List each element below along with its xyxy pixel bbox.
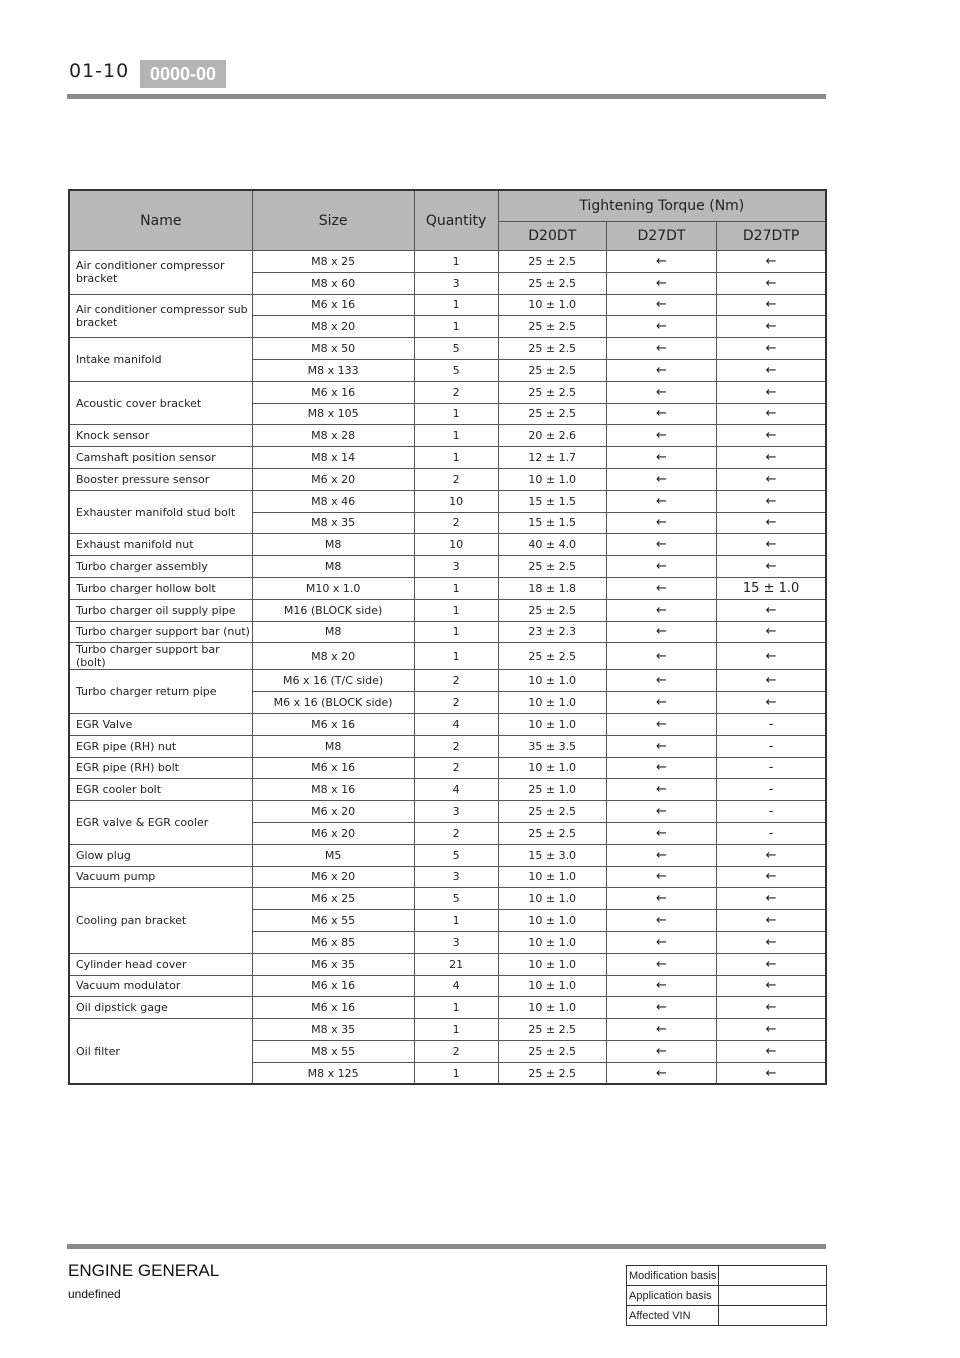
part-name-cell: EGR pipe (RH) bolt: [69, 757, 252, 779]
part-name-cell: Vacuum modulator: [69, 975, 252, 997]
table-row: [69, 294, 826, 316]
quantity-cell: 1: [414, 316, 498, 338]
quantity-cell: 3: [414, 556, 498, 578]
quantity-cell: 1: [414, 621, 498, 643]
d27dt-torque-cell: ←: [606, 643, 716, 670]
d27dtp-torque-cell: -: [717, 713, 826, 735]
d20dt-torque-cell: 40 ± 4.0: [498, 534, 606, 556]
affected-vin-row: [627, 1306, 827, 1326]
table-row: [69, 534, 826, 556]
d27dt-torque-cell: ←: [606, 403, 716, 425]
page-number: 01-10: [69, 60, 130, 82]
table-row: [69, 801, 826, 823]
d27dtp-torque-cell: ←: [717, 643, 826, 670]
footer-rule: [67, 1244, 826, 1249]
size-cell: M8: [252, 621, 414, 643]
size-cell: M6 x 16: [252, 294, 414, 316]
d20dt-torque-cell: 15 ± 3.0: [498, 844, 606, 866]
affected-vin-label: Affected VIN: [627, 1306, 719, 1326]
part-name-cell: Turbo charger assembly: [69, 556, 252, 578]
header-d20dt: D20DT: [498, 222, 606, 251]
d27dtp-torque-cell: ←: [717, 953, 826, 975]
d20dt-torque-cell: 10 ± 1.0: [498, 294, 606, 316]
part-name-cell: Cylinder head cover: [69, 953, 252, 975]
part-name-cell: Turbo charger oil supply pipe: [69, 599, 252, 621]
table-row: [69, 735, 826, 757]
part-name-cell: Exhauster manifold stud bolt: [69, 490, 252, 534]
part-name-cell: Turbo charger support bar (nut): [69, 621, 252, 643]
table-row: [69, 447, 826, 469]
d27dtp-torque-cell: ←: [717, 490, 826, 512]
table-row: [69, 556, 826, 578]
d27dtp-torque-cell: ←: [717, 556, 826, 578]
d20dt-torque-cell: 10 ± 1.0: [498, 713, 606, 735]
d20dt-torque-cell: 10 ± 1.0: [498, 670, 606, 692]
d27dtp-torque-cell: ←: [717, 534, 826, 556]
d27dtp-torque-cell: -: [717, 735, 826, 757]
d27dt-torque-cell: ←: [606, 1040, 716, 1062]
table-row: [69, 866, 826, 888]
table-row: [69, 888, 826, 910]
part-name-cell: EGR cooler bolt: [69, 779, 252, 801]
d20dt-torque-cell: 25 ± 2.5: [498, 316, 606, 338]
d27dt-torque-cell: ←: [606, 490, 716, 512]
d27dt-torque-cell: ←: [606, 910, 716, 932]
size-cell: M8: [252, 534, 414, 556]
d27dt-torque-cell: ←: [606, 953, 716, 975]
d20dt-torque-cell: 10 ± 1.0: [498, 997, 606, 1019]
d27dt-torque-cell: ←: [606, 512, 716, 534]
size-cell: M6 x 16: [252, 381, 414, 403]
modification-basis-label: Modification basis: [627, 1266, 719, 1286]
d27dtp-torque-cell: ←: [717, 447, 826, 469]
d20dt-torque-cell: 25 ± 2.5: [498, 643, 606, 670]
part-name-cell: Intake manifold: [69, 338, 252, 382]
d27dt-torque-cell: ←: [606, 294, 716, 316]
table-row: [69, 381, 826, 403]
d27dtp-torque-cell: ←: [717, 692, 826, 714]
quantity-cell: 1: [414, 447, 498, 469]
d27dt-torque-cell: ←: [606, 359, 716, 381]
d20dt-torque-cell: 25 ± 2.5: [498, 272, 606, 294]
d20dt-torque-cell: 18 ± 1.8: [498, 577, 606, 599]
table-row: [69, 975, 826, 997]
quantity-cell: 3: [414, 866, 498, 888]
part-name-cell: Cooling pan bracket: [69, 888, 252, 953]
size-cell: M6 x 16: [252, 757, 414, 779]
d20dt-torque-cell: 35 ± 3.5: [498, 735, 606, 757]
d27dt-torque-cell: ←: [606, 425, 716, 447]
footer-subtitle: undefined: [68, 1287, 121, 1301]
table-row: [69, 490, 826, 512]
d27dt-torque-cell: ←: [606, 822, 716, 844]
size-cell: M6 x 16: [252, 975, 414, 997]
d27dtp-torque-cell: ←: [717, 670, 826, 692]
size-cell: M8 x 125: [252, 1062, 414, 1084]
d27dtp-torque-cell: ←: [717, 1040, 826, 1062]
part-name-cell: Booster pressure sensor: [69, 468, 252, 490]
table-row: [69, 713, 826, 735]
quantity-cell: 4: [414, 779, 498, 801]
part-name-cell: Acoustic cover bracket: [69, 381, 252, 425]
d27dt-torque-cell: ←: [606, 1062, 716, 1084]
d27dt-torque-cell: ←: [606, 468, 716, 490]
d20dt-torque-cell: 10 ± 1.0: [498, 866, 606, 888]
d27dt-torque-cell: ←: [606, 844, 716, 866]
part-name-cell: Vacuum pump: [69, 866, 252, 888]
quantity-cell: 5: [414, 359, 498, 381]
d27dtp-torque-cell: ←: [717, 403, 826, 425]
d20dt-torque-cell: 25 ± 2.5: [498, 1040, 606, 1062]
quantity-cell: 4: [414, 713, 498, 735]
d20dt-torque-cell: 15 ± 1.5: [498, 490, 606, 512]
d20dt-torque-cell: 25 ± 2.5: [498, 338, 606, 360]
size-cell: M6 x 85: [252, 931, 414, 953]
size-cell: M8: [252, 735, 414, 757]
quantity-cell: 2: [414, 822, 498, 844]
quantity-cell: 2: [414, 670, 498, 692]
table-row: [69, 997, 826, 1019]
d27dt-torque-cell: ←: [606, 931, 716, 953]
quantity-cell: 1: [414, 643, 498, 670]
d27dt-torque-cell: ←: [606, 888, 716, 910]
table-row: [69, 599, 826, 621]
quantity-cell: 10: [414, 534, 498, 556]
table-body: [69, 251, 826, 1085]
d20dt-torque-cell: 10 ± 1.0: [498, 757, 606, 779]
d27dtp-torque-cell: ←: [717, 931, 826, 953]
d20dt-torque-cell: 25 ± 2.5: [498, 359, 606, 381]
d27dtp-torque-cell: ←: [717, 1062, 826, 1084]
size-cell: M8 x 35: [252, 512, 414, 534]
size-cell: M8 x 35: [252, 1019, 414, 1041]
modification-basis-row: [627, 1266, 827, 1286]
table-row: [69, 1019, 826, 1041]
d27dt-torque-cell: ←: [606, 735, 716, 757]
d27dtp-torque-cell: ←: [717, 425, 826, 447]
table-row: [69, 621, 826, 643]
quantity-cell: 3: [414, 801, 498, 823]
quantity-cell: 2: [414, 735, 498, 757]
footer-title: ENGINE GENERAL: [68, 1261, 220, 1280]
d27dtp-torque-cell: 15 ± 1.0: [717, 577, 826, 599]
quantity-cell: 21: [414, 953, 498, 975]
part-name-cell: Oil filter: [69, 1019, 252, 1085]
table-row: [69, 953, 826, 975]
torque-spec-table: [68, 189, 827, 1085]
quantity-cell: 3: [414, 931, 498, 953]
part-name-cell: Turbo charger support bar (bolt): [69, 643, 252, 670]
d27dtp-torque-cell: ←: [717, 338, 826, 360]
d27dtp-torque-cell: -: [717, 757, 826, 779]
size-cell: M6 x 55: [252, 910, 414, 932]
d20dt-torque-cell: 25 ± 2.5: [498, 556, 606, 578]
header-name: Name: [69, 190, 252, 251]
size-cell: M8 x 60: [252, 272, 414, 294]
quantity-cell: 1: [414, 997, 498, 1019]
part-name-cell: Air conditioner compressor sub bracket: [69, 294, 252, 338]
part-name-cell: Glow plug: [69, 844, 252, 866]
d27dt-torque-cell: ←: [606, 251, 716, 273]
d20dt-torque-cell: 25 ± 2.5: [498, 251, 606, 273]
table-row: [69, 468, 826, 490]
part-name-cell: EGR valve & EGR cooler: [69, 801, 252, 845]
d27dt-torque-cell: ←: [606, 757, 716, 779]
d27dtp-torque-cell: ←: [717, 512, 826, 534]
size-cell: M6 x 35: [252, 953, 414, 975]
quantity-cell: 2: [414, 757, 498, 779]
quantity-cell: 2: [414, 381, 498, 403]
d27dtp-torque-cell: ←: [717, 251, 826, 273]
header-d27dtp: D27DTP: [717, 222, 826, 251]
header-quantity: Quantity: [414, 190, 498, 251]
d27dt-torque-cell: ←: [606, 447, 716, 469]
d27dt-torque-cell: ←: [606, 997, 716, 1019]
size-cell: M6 x 20: [252, 866, 414, 888]
table-row: [69, 670, 826, 692]
quantity-cell: 2: [414, 512, 498, 534]
affected-vin-value: [719, 1306, 827, 1326]
d20dt-torque-cell: 25 ± 2.5: [498, 1062, 606, 1084]
quantity-cell: 2: [414, 468, 498, 490]
d20dt-torque-cell: 25 ± 1.0: [498, 779, 606, 801]
size-cell: M16 (BLOCK side): [252, 599, 414, 621]
d20dt-torque-cell: 25 ± 2.5: [498, 822, 606, 844]
d27dtp-torque-cell: ←: [717, 910, 826, 932]
d27dtp-torque-cell: ←: [717, 997, 826, 1019]
table-row: [69, 251, 826, 273]
d27dtp-torque-cell: ←: [717, 866, 826, 888]
d27dt-torque-cell: ←: [606, 577, 716, 599]
d27dt-torque-cell: ←: [606, 801, 716, 823]
quantity-cell: 5: [414, 844, 498, 866]
d27dtp-torque-cell: ←: [717, 316, 826, 338]
table-row: [69, 338, 826, 360]
d27dt-torque-cell: ←: [606, 692, 716, 714]
d20dt-torque-cell: 23 ± 2.3: [498, 621, 606, 643]
table-row: [69, 757, 826, 779]
size-cell: M10 x 1.0: [252, 577, 414, 599]
d27dtp-torque-cell: ←: [717, 381, 826, 403]
application-basis-row: [627, 1286, 827, 1306]
part-name-cell: Camshaft position sensor: [69, 447, 252, 469]
quantity-cell: 1: [414, 1062, 498, 1084]
part-name-cell: EGR pipe (RH) nut: [69, 735, 252, 757]
quantity-cell: 3: [414, 272, 498, 294]
quantity-cell: 1: [414, 403, 498, 425]
section-code-badge: 0000-00: [140, 60, 226, 88]
d20dt-torque-cell: 25 ± 2.5: [498, 403, 606, 425]
d20dt-torque-cell: 10 ± 1.0: [498, 692, 606, 714]
d27dt-torque-cell: ←: [606, 381, 716, 403]
size-cell: M8 x 55: [252, 1040, 414, 1062]
d27dt-torque-cell: ←: [606, 779, 716, 801]
d20dt-torque-cell: 25 ± 2.5: [498, 1019, 606, 1041]
header-size: Size: [252, 190, 414, 251]
table-row: [69, 425, 826, 447]
d20dt-torque-cell: 10 ± 1.0: [498, 888, 606, 910]
part-name-cell: Oil dipstick gage: [69, 997, 252, 1019]
d27dt-torque-cell: ←: [606, 866, 716, 888]
d27dtp-torque-cell: ←: [717, 844, 826, 866]
d27dt-torque-cell: ←: [606, 599, 716, 621]
d27dt-torque-cell: ←: [606, 670, 716, 692]
quantity-cell: 4: [414, 975, 498, 997]
size-cell: M8 x 20: [252, 316, 414, 338]
d27dt-torque-cell: ←: [606, 338, 716, 360]
application-basis-value: [719, 1286, 827, 1306]
d20dt-torque-cell: 10 ± 1.0: [498, 931, 606, 953]
quantity-cell: 1: [414, 425, 498, 447]
d27dt-torque-cell: ←: [606, 556, 716, 578]
size-cell: M6 x 20: [252, 468, 414, 490]
size-cell: M6 x 16: [252, 713, 414, 735]
size-cell: M8 x 50: [252, 338, 414, 360]
size-cell: M8 x 46: [252, 490, 414, 512]
size-cell: M8 x 25: [252, 251, 414, 273]
size-cell: M8 x 28: [252, 425, 414, 447]
d27dtp-torque-cell: ←: [717, 1019, 826, 1041]
quantity-cell: 2: [414, 692, 498, 714]
quantity-cell: 5: [414, 338, 498, 360]
quantity-cell: 2: [414, 1040, 498, 1062]
d27dtp-torque-cell: ←: [717, 294, 826, 316]
table-row: [69, 577, 826, 599]
d27dtp-torque-cell: ←: [717, 975, 826, 997]
quantity-cell: 1: [414, 1019, 498, 1041]
d27dtp-torque-cell: -: [717, 779, 826, 801]
quantity-cell: 1: [414, 910, 498, 932]
part-name-cell: Air conditioner compressor bracket: [69, 251, 252, 295]
d27dt-torque-cell: ←: [606, 621, 716, 643]
d27dtp-torque-cell: -: [717, 822, 826, 844]
size-cell: M6 x 16 (BLOCK side): [252, 692, 414, 714]
size-cell: M6 x 20: [252, 822, 414, 844]
header-tightening-torque: Tightening Torque (Nm): [498, 190, 826, 222]
part-name-cell: Knock sensor: [69, 425, 252, 447]
quantity-cell: 10: [414, 490, 498, 512]
table-row: [69, 844, 826, 866]
d27dtp-torque-cell: ←: [717, 272, 826, 294]
d27dtp-torque-cell: -: [717, 801, 826, 823]
size-cell: M6 x 25: [252, 888, 414, 910]
quantity-cell: 5: [414, 888, 498, 910]
table-header: [69, 190, 826, 251]
d20dt-torque-cell: 10 ± 1.0: [498, 975, 606, 997]
d27dtp-torque-cell: ←: [717, 621, 826, 643]
modification-basis-value: [719, 1266, 827, 1286]
d27dt-torque-cell: ←: [606, 975, 716, 997]
size-cell: M6 x 20: [252, 801, 414, 823]
d27dtp-torque-cell: ←: [717, 599, 826, 621]
header-d27dt: D27DT: [606, 222, 716, 251]
size-cell: M5: [252, 844, 414, 866]
d27dt-torque-cell: ←: [606, 534, 716, 556]
part-name-cell: EGR Valve: [69, 713, 252, 735]
d27dt-torque-cell: ←: [606, 1019, 716, 1041]
d20dt-torque-cell: 20 ± 2.6: [498, 425, 606, 447]
application-basis-label: Application basis: [627, 1286, 719, 1306]
d27dtp-torque-cell: ←: [717, 468, 826, 490]
table-row: [69, 643, 826, 670]
part-name-cell: Turbo charger return pipe: [69, 670, 252, 714]
d20dt-torque-cell: 10 ± 1.0: [498, 468, 606, 490]
d20dt-torque-cell: 15 ± 1.5: [498, 512, 606, 534]
d20dt-torque-cell: 25 ± 2.5: [498, 599, 606, 621]
size-cell: M8 x 105: [252, 403, 414, 425]
d27dtp-torque-cell: ←: [717, 888, 826, 910]
d20dt-torque-cell: 10 ± 1.0: [498, 910, 606, 932]
header-rule: [67, 94, 826, 99]
size-cell: M8 x 14: [252, 447, 414, 469]
size-cell: M8 x 133: [252, 359, 414, 381]
table-row: [69, 779, 826, 801]
part-name-cell: Turbo charger hollow bolt: [69, 577, 252, 599]
d27dt-torque-cell: ←: [606, 713, 716, 735]
quantity-cell: 1: [414, 251, 498, 273]
modification-info-table: [626, 1265, 827, 1326]
quantity-cell: 1: [414, 599, 498, 621]
d20dt-torque-cell: 25 ± 2.5: [498, 381, 606, 403]
size-cell: M6 x 16: [252, 997, 414, 1019]
part-name-cell: Exhaust manifold nut: [69, 534, 252, 556]
size-cell: M6 x 16 (T/C side): [252, 670, 414, 692]
d20dt-torque-cell: 25 ± 2.5: [498, 801, 606, 823]
d27dt-torque-cell: ←: [606, 272, 716, 294]
d20dt-torque-cell: 10 ± 1.0: [498, 953, 606, 975]
quantity-cell: 1: [414, 294, 498, 316]
d27dt-torque-cell: ←: [606, 316, 716, 338]
d20dt-torque-cell: 12 ± 1.7: [498, 447, 606, 469]
size-cell: M8: [252, 556, 414, 578]
quantity-cell: 1: [414, 577, 498, 599]
d27dtp-torque-cell: ←: [717, 359, 826, 381]
size-cell: M8 x 16: [252, 779, 414, 801]
size-cell: M8 x 20: [252, 643, 414, 670]
